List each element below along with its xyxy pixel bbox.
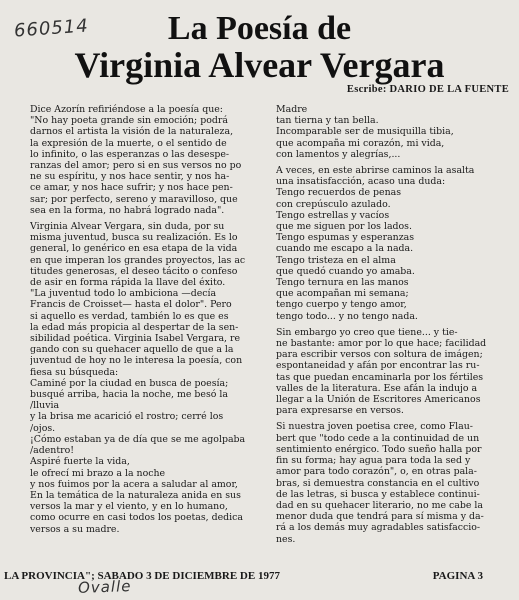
- right-column-line: que acompaña mi corazón, mi vida,: [276, 137, 445, 149]
- right-column-line: para escribir versos con soltura de imágen;: [276, 349, 483, 361]
- left-column-line: Francis de Croisset— hasta el dolor". Pero: [30, 299, 232, 311]
- right-column-line: ne bastante: amor por lo que hace; facilidad: [276, 338, 487, 350]
- left-column-line: ¡Cómo estaban ya de día que se me agolpaba: [30, 433, 246, 445]
- left-column-line: busqué arriba, hacia la noche, me besó la: [30, 389, 229, 401]
- left-column-line: "No hay poeta grande sin emoción; podrá: [30, 115, 228, 127]
- left-column-line: versos la mar y el viento, y en lo humano,: [30, 501, 228, 513]
- left-column-line: ne su espíritu, y nos hace sentir, y nos ha-: [30, 171, 230, 183]
- left-column-line: fiesa su búsqueda:: [30, 366, 119, 378]
- right-column-line: fin su forma; hay agua para toda la sed y: [276, 455, 471, 467]
- left-column-line: sar; por perfecto, sereno y maravilloso, que: [30, 193, 238, 205]
- right-column-line: Tengo espumas y esperanzas: [276, 232, 415, 244]
- newspaper-dateline: LA PROVINCIA"; SABADO 3 DE DICIEMBRE DE 1977: [4, 570, 280, 582]
- left-column-line: Virginia Alvear Vergara, sin duda, por su: [30, 221, 225, 233]
- left-column-line: ranzas del amor; pero si en sus versos no po: [30, 160, 242, 172]
- location-handwritten-mark: Ovalle: [77, 577, 132, 597]
- left-text-column: [30, 104, 258, 535]
- left-column-line: y la brisa me acarició el rostro; cerré los: [30, 411, 224, 423]
- right-column-line: Madre: [276, 104, 308, 115]
- left-column-line: la edad más propicia al despertar de la sen-: [30, 321, 239, 333]
- article-title-line2: Virginia Alvear Vergara: [74, 45, 445, 85]
- right-column-line: rá a los demás muy agradables satisfaccio-: [276, 522, 481, 534]
- right-column-line: nes.: [276, 533, 296, 545]
- right-column-line: Tengo ternura en las manos: [276, 277, 409, 289]
- left-column-line: /adentro!: [30, 445, 74, 457]
- right-column-line: bras, si demuestra constancia en el cultivo: [276, 477, 480, 489]
- left-column-line: sea en la forma, no habrá logrado nada".: [30, 204, 225, 216]
- left-column-line: /ojos.: [30, 422, 56, 434]
- article-byline: Escribe: DARIO DE LA FUENTE: [346, 84, 509, 95]
- left-column-line: Aspiré fuerte la vida,: [30, 456, 130, 468]
- left-column-line: darnos el artista la visión de la naturaleza,: [30, 126, 234, 138]
- left-column-line: y nos fuimos por la acera a saludar al amor,: [30, 478, 238, 490]
- right-column-line: dad en su quehacer literario, no me cabe la: [276, 499, 483, 511]
- right-column-line: Tengo tristeza en el alma: [276, 254, 396, 266]
- article-title-line1: La Poesía de: [167, 10, 352, 47]
- left-column-line: lo infinito, o las esperanzas o las desespe-: [30, 148, 230, 160]
- right-column-line: con crepúsculo azulado.: [276, 198, 391, 210]
- right-column-line: cuando me escapo a la nada.: [276, 243, 414, 255]
- right-column-line: Incomparable ser de musiquilla tibia,: [276, 126, 454, 138]
- right-column-line: menor duda que tendrá para sí misma y da-: [276, 511, 484, 523]
- left-column-line: si aquello es verdad, también lo es que es: [30, 310, 229, 322]
- left-column-line: general, lo genérico en esa etapa de la vida: [30, 243, 238, 255]
- right-column-line: valles de la literatura. Ese afán la indujo a: [276, 382, 478, 394]
- right-column-line: que me siguen por los lados.: [276, 221, 412, 233]
- left-column-line: /lluvia: [30, 400, 60, 412]
- left-column-line: "La juventud todo lo ambiciona —decía: [30, 288, 217, 300]
- right-column-line: tan tierna y tan bella.: [276, 115, 379, 127]
- right-column-line: espontaneidad y afán por encontrar las ru-: [276, 360, 480, 372]
- right-column-line: sentimiento enérgico. Todo sueño halla por: [276, 443, 482, 455]
- left-column-line: en que imperan los grandes proyectos, las ac: [30, 254, 246, 266]
- left-column-line: versos a su madre.: [30, 523, 120, 535]
- left-column-line: Caminé por la ciudad en busca de poesía;: [30, 377, 229, 389]
- right-text-column: [276, 104, 498, 545]
- right-column-line: Sin embargo yo creo que tiene... y tie-: [276, 326, 458, 338]
- right-column-line: de las letras, si busca y establece continui-: [276, 488, 480, 500]
- left-column-line: sibilidad poética. Virginia Isabel Vergara, re: [30, 333, 241, 345]
- right-column-line: Tengo estrellas y vacíos: [276, 209, 390, 221]
- left-column-line: como ocurre en casi todos los poetas, dedica: [30, 512, 244, 524]
- right-column-line: tas que puedan encaminarla por los fértiles: [276, 371, 484, 383]
- right-column-line: que acompañan mi semana;: [276, 288, 409, 300]
- left-column-line: juventud de hoy no le interesa la poesía, con: [30, 355, 243, 367]
- right-column-line: que quedó cuando yo amaba.: [276, 265, 415, 277]
- right-column-line: Tengo recuerdos de penas: [276, 187, 402, 199]
- left-column-line: En la temática de la naturaleza anida en sus: [30, 489, 241, 501]
- page-number: PAGINA 3: [432, 570, 483, 582]
- left-column-line: gando con su quehacer aquello de que a la: [30, 344, 234, 356]
- catalog-handwritten-mark: 660514: [13, 15, 90, 42]
- right-column-line: con lamentos y alegrías,...: [276, 148, 401, 160]
- right-column-line: Si nuestra joven poetisa cree, como Flau-: [276, 421, 473, 433]
- right-column-line: tengo todo... y no tengo nada.: [276, 310, 418, 322]
- right-column-line: A veces, en este abrirse caminos la asalta: [276, 165, 475, 177]
- right-column-line: para expresarse en versos.: [276, 405, 404, 417]
- right-column-line: bert que "todo cede a la continuidad de un: [276, 432, 480, 444]
- right-column-line: llegar a la Unión de Escritores Americanos: [276, 394, 481, 406]
- left-column-line: misma juventud, busca su realización. Es lo: [30, 232, 238, 244]
- left-column-line: la expresión de la muerte, o el sentido de: [30, 137, 227, 149]
- left-column-line: Dice Azorín refiriéndose a la poesía que:: [30, 104, 223, 115]
- left-column-line: titudes generosas, el deseo tácito o confeso: [30, 265, 238, 277]
- left-column-line: ce amar, y nos hace sufrir; y nos hace pen-: [30, 182, 233, 194]
- right-column-line: amor para todo corazón", o, en otras pala-: [276, 466, 477, 478]
- right-column-line: una insatisfacción, acaso una duda:: [276, 176, 446, 188]
- right-column-line: tengo cuerpo y tengo amor,: [276, 299, 407, 311]
- left-column-line: le ofrecí mi brazo a la noche: [30, 467, 166, 479]
- left-column-line: de asir en forma rápida la llave del éxito.: [30, 277, 226, 289]
